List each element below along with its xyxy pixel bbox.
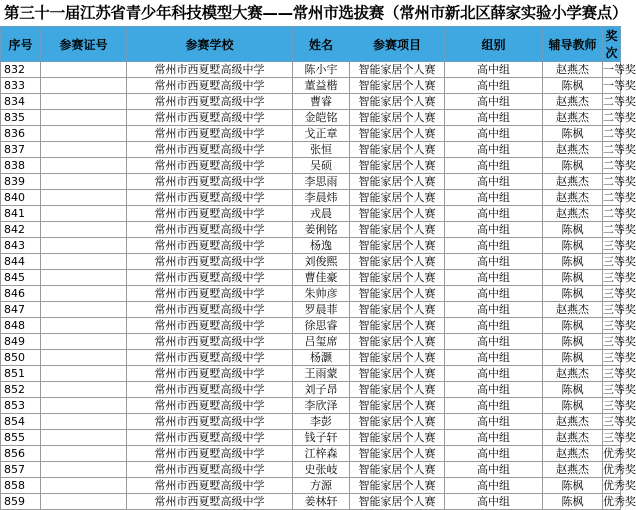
cell-cert — [41, 94, 127, 110]
cell-project: 智能家居个人赛 — [350, 430, 445, 446]
cell-name: 姜俐铭 — [293, 222, 350, 238]
cell-school: 常州市西夏墅高级中学 — [127, 78, 293, 94]
cell-name: 李欣泽 — [293, 398, 350, 414]
cell-project: 智能家居个人赛 — [350, 94, 445, 110]
cell-seq: 855 — [1, 430, 41, 446]
cell-name: 吴硕 — [293, 158, 350, 174]
cell-project: 智能家居个人赛 — [350, 270, 445, 286]
cell-group: 高中组 — [445, 318, 543, 334]
cell-teacher: 赵燕杰 — [543, 366, 603, 382]
cell-cert — [41, 238, 127, 254]
table-row — [1, 494, 621, 510]
table-row — [1, 270, 621, 286]
cell-teacher: 陈枫 — [543, 158, 603, 174]
cell-group: 高中组 — [445, 350, 543, 366]
cell-group: 高中组 — [445, 94, 543, 110]
cell-group: 高中组 — [445, 302, 543, 318]
table-row — [1, 94, 621, 110]
cell-cert — [41, 254, 127, 270]
cell-school: 常州市西夏墅高级中学 — [127, 286, 293, 302]
cell-project: 智能家居个人赛 — [350, 62, 445, 78]
cell-teacher: 陈枫 — [543, 126, 603, 142]
cell-name: 李晨炜 — [293, 190, 350, 206]
cell-award: 三等奖 — [603, 366, 636, 380]
table-row — [1, 366, 621, 382]
cell-name: 吕玺席 — [293, 334, 350, 350]
cell-award: 三等奖 — [603, 270, 636, 284]
cell-project: 智能家居个人赛 — [350, 366, 445, 382]
cell-project: 智能家居个人赛 — [350, 206, 445, 222]
cell-award: 三等奖 — [603, 398, 636, 412]
cell-school: 常州市西夏墅高级中学 — [127, 430, 293, 446]
table-row — [1, 78, 621, 94]
cell-name: 陈小宇 — [293, 62, 350, 78]
cell-group: 高中组 — [445, 238, 543, 254]
cell-school: 常州市西夏墅高级中学 — [127, 350, 293, 366]
cell-cert — [41, 126, 127, 142]
cell-group: 高中组 — [445, 382, 543, 398]
cell-teacher: 赵燕杰 — [543, 190, 603, 206]
cell-teacher: 陈枫 — [543, 254, 603, 270]
cell-name: 史张岐 — [293, 462, 350, 478]
cell-name: 罗晨菲 — [293, 302, 350, 318]
cell-cert — [41, 286, 127, 302]
cell-school: 常州市西夏墅高级中学 — [127, 382, 293, 398]
cell-award: 三等奖 — [603, 286, 636, 300]
cell-school: 常州市西夏墅高级中学 — [127, 302, 293, 318]
cell-cert — [41, 190, 127, 206]
cell-group: 高中组 — [445, 446, 543, 462]
cell-group: 高中组 — [445, 414, 543, 430]
table-row — [1, 142, 621, 158]
cell-teacher: 赵燕杰 — [543, 94, 603, 110]
header-school: 参赛学校 — [127, 27, 293, 62]
cell-award: 二等奖 — [603, 190, 636, 204]
cell-cert — [41, 62, 127, 78]
cell-project: 智能家居个人赛 — [350, 78, 445, 94]
cell-cert — [41, 366, 127, 382]
cell-teacher: 赵燕杰 — [543, 174, 603, 190]
cell-teacher: 陈枫 — [543, 270, 603, 286]
cell-cert — [41, 398, 127, 414]
cell-project: 智能家居个人赛 — [350, 478, 445, 494]
cell-award: 二等奖 — [603, 94, 636, 108]
results-table — [0, 26, 636, 510]
cell-seq: 837 — [1, 142, 41, 158]
cell-seq: 839 — [1, 174, 41, 190]
cell-seq: 859 — [1, 494, 41, 510]
table-row — [1, 414, 621, 430]
cell-teacher: 赵燕杰 — [543, 62, 603, 78]
cell-award: 三等奖 — [603, 302, 636, 316]
cell-teacher: 赵燕杰 — [543, 414, 603, 430]
cell-name: 姜林轩 — [293, 494, 350, 510]
cell-award: 三等奖 — [603, 414, 636, 428]
cell-group: 高中组 — [445, 158, 543, 174]
cell-teacher: 赵燕杰 — [543, 206, 603, 222]
cell-award: 三等奖 — [603, 238, 636, 252]
cell-seq: 846 — [1, 286, 41, 302]
cell-cert — [41, 222, 127, 238]
cell-group: 高中组 — [445, 126, 543, 142]
cell-school: 常州市西夏墅高级中学 — [127, 94, 293, 110]
cell-school: 常州市西夏墅高级中学 — [127, 142, 293, 158]
cell-project: 智能家居个人赛 — [350, 222, 445, 238]
cell-group: 高中组 — [445, 190, 543, 206]
cell-project: 智能家居个人赛 — [350, 110, 445, 126]
cell-name: 金皑铭 — [293, 110, 350, 126]
cell-seq: 833 — [1, 78, 41, 94]
cell-project: 智能家居个人赛 — [350, 398, 445, 414]
cell-teacher: 陈枫 — [543, 318, 603, 334]
cell-name: 刘俊熙 — [293, 254, 350, 270]
cell-seq: 838 — [1, 158, 41, 174]
cell-school: 常州市西夏墅高级中学 — [127, 366, 293, 382]
cell-teacher: 赵燕杰 — [543, 430, 603, 446]
table-row — [1, 158, 621, 174]
cell-seq: 841 — [1, 206, 41, 222]
page-title: 第三十一届江苏省青少年科技模型大赛——常州市选拔赛（常州市新北区薛家实验小学赛点） — [4, 4, 628, 22]
cell-project: 智能家居个人赛 — [350, 414, 445, 430]
table-row — [1, 238, 621, 254]
cell-seq: 858 — [1, 478, 41, 494]
cell-school: 常州市西夏墅高级中学 — [127, 494, 293, 510]
cell-seq: 840 — [1, 190, 41, 206]
cell-name: 方源 — [293, 478, 350, 494]
cell-teacher: 陈枫 — [543, 494, 603, 510]
cell-school: 常州市西夏墅高级中学 — [127, 62, 293, 78]
table-row — [1, 206, 621, 222]
cell-name: 江梓森 — [293, 446, 350, 462]
table-row — [1, 174, 621, 190]
cell-group: 高中组 — [445, 62, 543, 78]
header-group: 组别 — [445, 27, 543, 62]
cell-award: 优秀奖 — [603, 494, 636, 508]
cell-seq: 851 — [1, 366, 41, 382]
header-teacher: 辅导教师 — [543, 27, 603, 62]
cell-teacher: 陈枫 — [543, 222, 603, 238]
cell-cert — [41, 382, 127, 398]
cell-school: 常州市西夏墅高级中学 — [127, 446, 293, 462]
cell-group: 高中组 — [445, 270, 543, 286]
cell-name: 戎晨 — [293, 206, 350, 222]
cell-cert — [41, 110, 127, 126]
cell-project: 智能家居个人赛 — [350, 302, 445, 318]
cell-name: 李思雨 — [293, 174, 350, 190]
cell-seq: 853 — [1, 398, 41, 414]
cell-teacher: 陈枫 — [543, 478, 603, 494]
cell-seq: 836 — [1, 126, 41, 142]
cell-award: 三等奖 — [603, 318, 636, 332]
cell-project: 智能家居个人赛 — [350, 446, 445, 462]
cell-group: 高中组 — [445, 254, 543, 270]
table-row — [1, 398, 621, 414]
cell-seq: 854 — [1, 414, 41, 430]
cell-award: 三等奖 — [603, 334, 636, 348]
cell-seq: 857 — [1, 462, 41, 478]
cell-project: 智能家居个人赛 — [350, 142, 445, 158]
table-row — [1, 478, 621, 494]
cell-name: 曹佳豪 — [293, 270, 350, 286]
cell-teacher: 陈枫 — [543, 78, 603, 94]
table-row — [1, 222, 621, 238]
cell-seq: 847 — [1, 302, 41, 318]
cell-cert — [41, 446, 127, 462]
cell-name: 钱子轩 — [293, 430, 350, 446]
cell-seq: 832 — [1, 62, 41, 78]
header-cert: 参赛证号 — [41, 27, 127, 62]
cell-school: 常州市西夏墅高级中学 — [127, 318, 293, 334]
cell-project: 智能家居个人赛 — [350, 158, 445, 174]
cell-cert — [41, 494, 127, 510]
cell-school: 常州市西夏墅高级中学 — [127, 254, 293, 270]
table-row — [1, 110, 621, 126]
cell-cert — [41, 334, 127, 350]
cell-teacher: 赵燕杰 — [543, 446, 603, 462]
table-row — [1, 126, 621, 142]
cell-award: 二等奖 — [603, 174, 636, 188]
cell-seq: 835 — [1, 110, 41, 126]
cell-teacher: 赵燕杰 — [543, 302, 603, 318]
cell-teacher: 赵燕杰 — [543, 142, 603, 158]
cell-group: 高中组 — [445, 174, 543, 190]
table-header — [1, 27, 621, 62]
cell-school: 常州市西夏墅高级中学 — [127, 238, 293, 254]
cell-award: 一等奖 — [603, 62, 636, 76]
cell-group: 高中组 — [445, 494, 543, 510]
table-row — [1, 430, 621, 446]
cell-project: 智能家居个人赛 — [350, 238, 445, 254]
cell-school: 常州市西夏墅高级中学 — [127, 110, 293, 126]
cell-group: 高中组 — [445, 142, 543, 158]
cell-group: 高中组 — [445, 206, 543, 222]
cell-award: 二等奖 — [603, 126, 636, 140]
cell-seq: 848 — [1, 318, 41, 334]
cell-name: 杨灏 — [293, 350, 350, 366]
cell-cert — [41, 142, 127, 158]
table-row — [1, 334, 621, 350]
cell-seq: 845 — [1, 270, 41, 286]
cell-school: 常州市西夏墅高级中学 — [127, 478, 293, 494]
cell-teacher: 陈枫 — [543, 238, 603, 254]
cell-project: 智能家居个人赛 — [350, 286, 445, 302]
table-row — [1, 350, 621, 366]
cell-teacher: 陈枫 — [543, 398, 603, 414]
cell-group: 高中组 — [445, 222, 543, 238]
cell-award: 三等奖 — [603, 350, 636, 364]
cell-name: 朱帅彦 — [293, 286, 350, 302]
cell-project: 智能家居个人赛 — [350, 174, 445, 190]
cell-award: 优秀奖 — [603, 478, 636, 492]
cell-cert — [41, 174, 127, 190]
cell-school: 常州市西夏墅高级中学 — [127, 174, 293, 190]
cell-name: 徐思睿 — [293, 318, 350, 334]
table-row — [1, 190, 621, 206]
header-award: 奖次 — [603, 27, 621, 62]
cell-group: 高中组 — [445, 286, 543, 302]
table-row — [1, 286, 621, 302]
cell-award: 一等奖 — [603, 78, 636, 92]
cell-school: 常州市西夏墅高级中学 — [127, 398, 293, 414]
cell-name: 刘子昂 — [293, 382, 350, 398]
cell-school: 常州市西夏墅高级中学 — [127, 334, 293, 350]
cell-group: 高中组 — [445, 366, 543, 382]
cell-project: 智能家居个人赛 — [350, 350, 445, 366]
cell-school: 常州市西夏墅高级中学 — [127, 414, 293, 430]
cell-seq: 852 — [1, 382, 41, 398]
cell-cert — [41, 206, 127, 222]
cell-cert — [41, 270, 127, 286]
table-row — [1, 382, 621, 398]
cell-award: 二等奖 — [603, 222, 636, 236]
cell-school: 常州市西夏墅高级中学 — [127, 462, 293, 478]
cell-teacher: 陈枫 — [543, 286, 603, 302]
cell-group: 高中组 — [445, 78, 543, 94]
cell-cert — [41, 462, 127, 478]
table-row — [1, 254, 621, 270]
cell-project: 智能家居个人赛 — [350, 254, 445, 270]
cell-award: 三等奖 — [603, 382, 636, 396]
cell-school: 常州市西夏墅高级中学 — [127, 222, 293, 238]
cell-project: 智能家居个人赛 — [350, 382, 445, 398]
table-row — [1, 62, 621, 78]
cell-teacher: 赵燕杰 — [543, 462, 603, 478]
cell-seq: 834 — [1, 94, 41, 110]
cell-award: 二等奖 — [603, 110, 636, 124]
cell-teacher: 陈枫 — [543, 350, 603, 366]
cell-award: 二等奖 — [603, 206, 636, 220]
cell-project: 智能家居个人赛 — [350, 462, 445, 478]
cell-group: 高中组 — [445, 334, 543, 350]
cell-school: 常州市西夏墅高级中学 — [127, 206, 293, 222]
header-seq: 序号 — [1, 27, 41, 62]
cell-teacher: 陈枫 — [543, 334, 603, 350]
cell-seq: 842 — [1, 222, 41, 238]
cell-school: 常州市西夏墅高级中学 — [127, 126, 293, 142]
cell-project: 智能家居个人赛 — [350, 494, 445, 510]
cell-project: 智能家居个人赛 — [350, 126, 445, 142]
cell-name: 曹睿 — [293, 94, 350, 110]
cell-seq: 850 — [1, 350, 41, 366]
cell-name: 戈正章 — [293, 126, 350, 142]
cell-group: 高中组 — [445, 110, 543, 126]
cell-award: 优秀奖 — [603, 462, 636, 476]
cell-school: 常州市西夏墅高级中学 — [127, 158, 293, 174]
cell-group: 高中组 — [445, 398, 543, 414]
cell-cert — [41, 318, 127, 334]
table-row — [1, 446, 621, 462]
cell-cert — [41, 478, 127, 494]
cell-teacher: 赵燕杰 — [543, 110, 603, 126]
cell-name: 王雨蒙 — [293, 366, 350, 382]
table-row — [1, 302, 621, 318]
cell-teacher: 陈枫 — [543, 382, 603, 398]
cell-cert — [41, 350, 127, 366]
cell-cert — [41, 414, 127, 430]
cell-school: 常州市西夏墅高级中学 — [127, 270, 293, 286]
cell-seq: 844 — [1, 254, 41, 270]
cell-seq: 843 — [1, 238, 41, 254]
cell-cert — [41, 302, 127, 318]
cell-group: 高中组 — [445, 462, 543, 478]
cell-award: 二等奖 — [603, 158, 636, 172]
cell-name: 李彭 — [293, 414, 350, 430]
cell-award: 二等奖 — [603, 142, 636, 156]
cell-cert — [41, 158, 127, 174]
cell-award: 优秀奖 — [603, 446, 636, 460]
table-body — [1, 62, 636, 510]
cell-seq: 849 — [1, 334, 41, 350]
cell-cert — [41, 430, 127, 446]
table-row — [1, 318, 621, 334]
cell-cert — [41, 78, 127, 94]
header-name: 姓名 — [293, 27, 350, 62]
cell-project: 智能家居个人赛 — [350, 318, 445, 334]
header-project: 参赛项目 — [350, 27, 445, 62]
cell-seq: 856 — [1, 446, 41, 462]
cell-award: 三等奖 — [603, 254, 636, 268]
cell-name: 董益楷 — [293, 78, 350, 94]
cell-project: 智能家居个人赛 — [350, 190, 445, 206]
cell-award: 三等奖 — [603, 430, 636, 444]
table-row — [1, 462, 621, 478]
cell-name: 张恒 — [293, 142, 350, 158]
cell-name: 杨逸 — [293, 238, 350, 254]
cell-group: 高中组 — [445, 478, 543, 494]
cell-school: 常州市西夏墅高级中学 — [127, 190, 293, 206]
cell-project: 智能家居个人赛 — [350, 334, 445, 350]
cell-group: 高中组 — [445, 430, 543, 446]
